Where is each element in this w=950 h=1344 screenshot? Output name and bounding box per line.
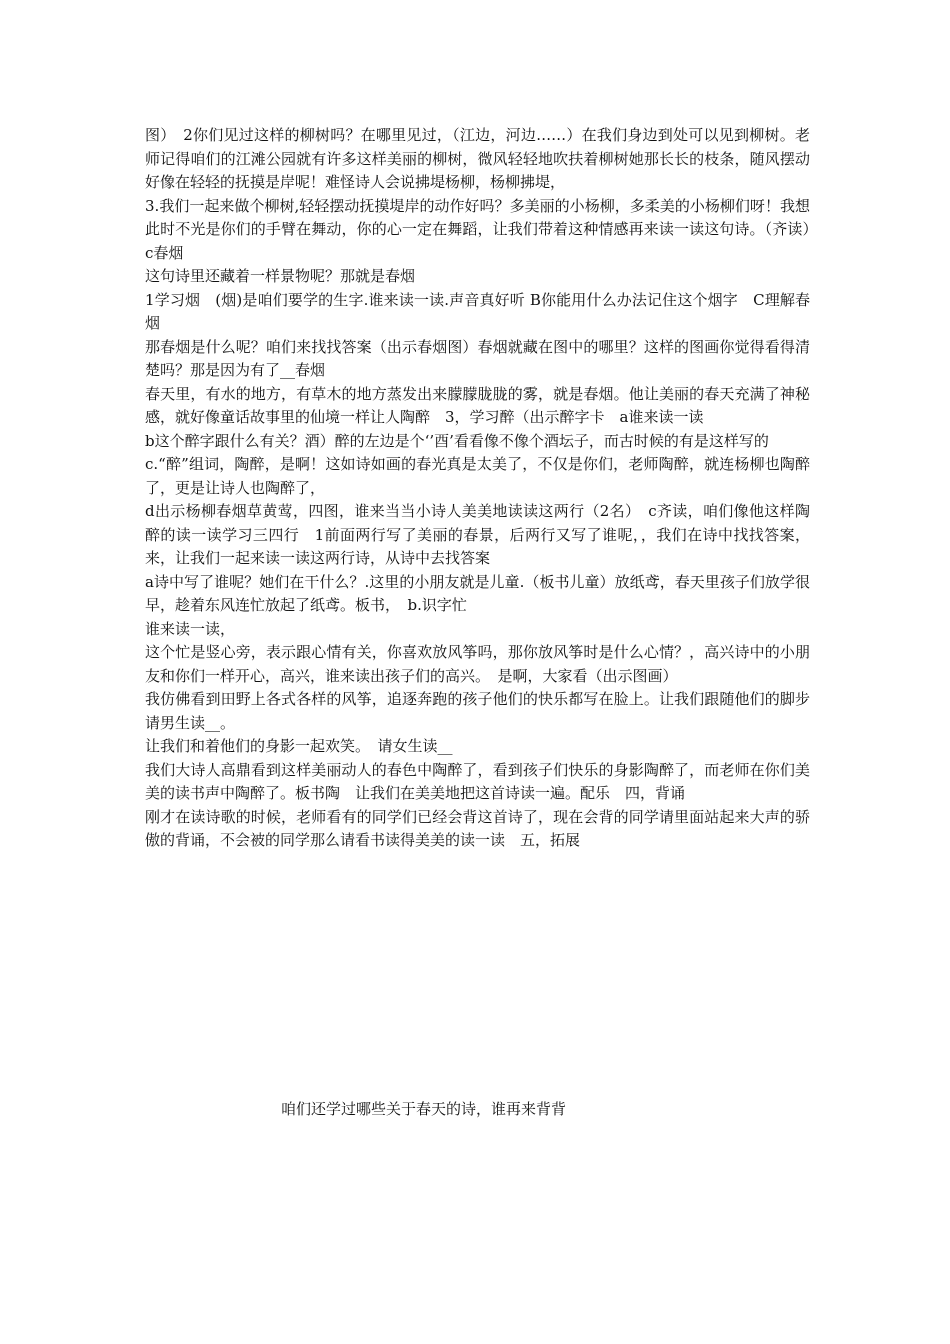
- closing-question: 咱们还学过哪些关于春天的诗，谁再来背背: [281, 1100, 567, 1118]
- paragraph: b这个醉字跟什么有关？酒）醉的左边是个‘’酉’看看像不像个酒坛子，而古时候的有是这样写的: [145, 431, 769, 450]
- lesson-plan-body: [145, 124, 826, 853]
- paragraph: 我仿佛看到田野上各式各样的风筝，追逐奔跑的孩子他们的快乐都写在脸上。让我们跟随他们的脚步请男生读__。: [145, 690, 810, 732]
- paragraph: 这句诗里还藏着一样景物呢？那就是春烟: [145, 267, 416, 285]
- paragraph: 让我们和着他们的身影一起欢笑。 请女生读__: [145, 737, 453, 755]
- paragraph: c.“醉”组词，陶醉，是啊！这如诗如画的春光真是太美了，不仅是你们，老师陶醉，就连杨柳也陶醉了，更是让诗人也陶醉了，: [145, 455, 810, 497]
- paragraph: 谁来读一读，: [145, 619, 236, 638]
- paragraph: 1学习烟 (烟)是咱们要学的生字.谁来读一读.声音真好听 B你能用什么办法记住这个烟字 C理解春烟: [145, 290, 810, 332]
- paragraph: 刚才在读诗歌的时候，老师看有的同学们已经会背这首诗了，现在会背的同学请里面站起来大声的骄傲的背诵，不会被的同学那么请看书读得美美的读一读 五，拓展: [145, 807, 810, 849]
- paragraph: a诗中写了谁呢？她们在干什么？.这里的小朋友就是儿童.（板书儿童）放纸鸢，春天里孩子们放学很早，趁着东风连忙放起了纸鸢。板书， b.识字忙: [145, 572, 810, 614]
- paragraph: 我们大诗人高鼎看到这样美丽动人的春色中陶醉了，看到孩子们快乐的身影陶醉了，而老师在你们美美的读书声中陶醉了。板书陶 让我们在美美地把这首诗读一遍。配乐 四，背诵: [145, 760, 810, 802]
- paragraph: 图） 2你们见过这样的柳树吗？在哪里见过，（江边，河边……）在我们身边到处可以见到柳树。老师记得咱们的江滩公园就有许多这样美丽的柳树，微风轻轻地吹扶着柳树她那长长的枝条，随风摆动好像在轻轻的抚摸是岸呢！难怪诗人会说拂堤杨柳，杨柳拂堤，: [145, 126, 810, 191]
- paragraph: 那春烟是什么呢？咱们来找找答案（出示春烟图）春烟就藏在图中的哪里？这样的图画你觉得看得清楚吗？那是因为有了__春烟: [145, 337, 810, 379]
- paragraph: d出示杨柳春烟草黄莺，四图，谁来当当小诗人美美地读读这两行（2名） c齐读，咱们像他这样陶醉的读一读学习三四行 1前面两行写了美丽的春景，后两行又写了谁呢，，我们在诗中找找答案，来，让我们一起来读一读这两行诗，从诗中去找答案: [145, 502, 810, 567]
- paragraph: 3.我们一起来做个柳树,轻轻摆动抚摸堤岸的动作好吗？多美丽的小杨柳，多柔美的小杨柳们呀！我想此时不光是你们的手臂在舞动，你的心一定在舞蹈，让我们带着这种情感再来读一读这句诗。（齐读） c春烟: [145, 196, 826, 262]
- paragraph: 春天里，有水的地方，有草木的地方蒸发出来朦朦胧胧的雾，就是春烟。他让美丽的春天充满了神秘感，就好像童话故事里的仙境一样让人陶醉 3，学习醉（出示醉字卡 a谁来读一读: [145, 384, 810, 426]
- paragraph: 这个忙是竖心旁，表示跟心情有关，你喜欢放风筝吗，那你放风筝时是什么心情？，高兴诗中的小朋友和你们一样开心，高兴，谁来读出孩子们的高兴。 是啊，大家看（出示图画）: [145, 643, 810, 685]
